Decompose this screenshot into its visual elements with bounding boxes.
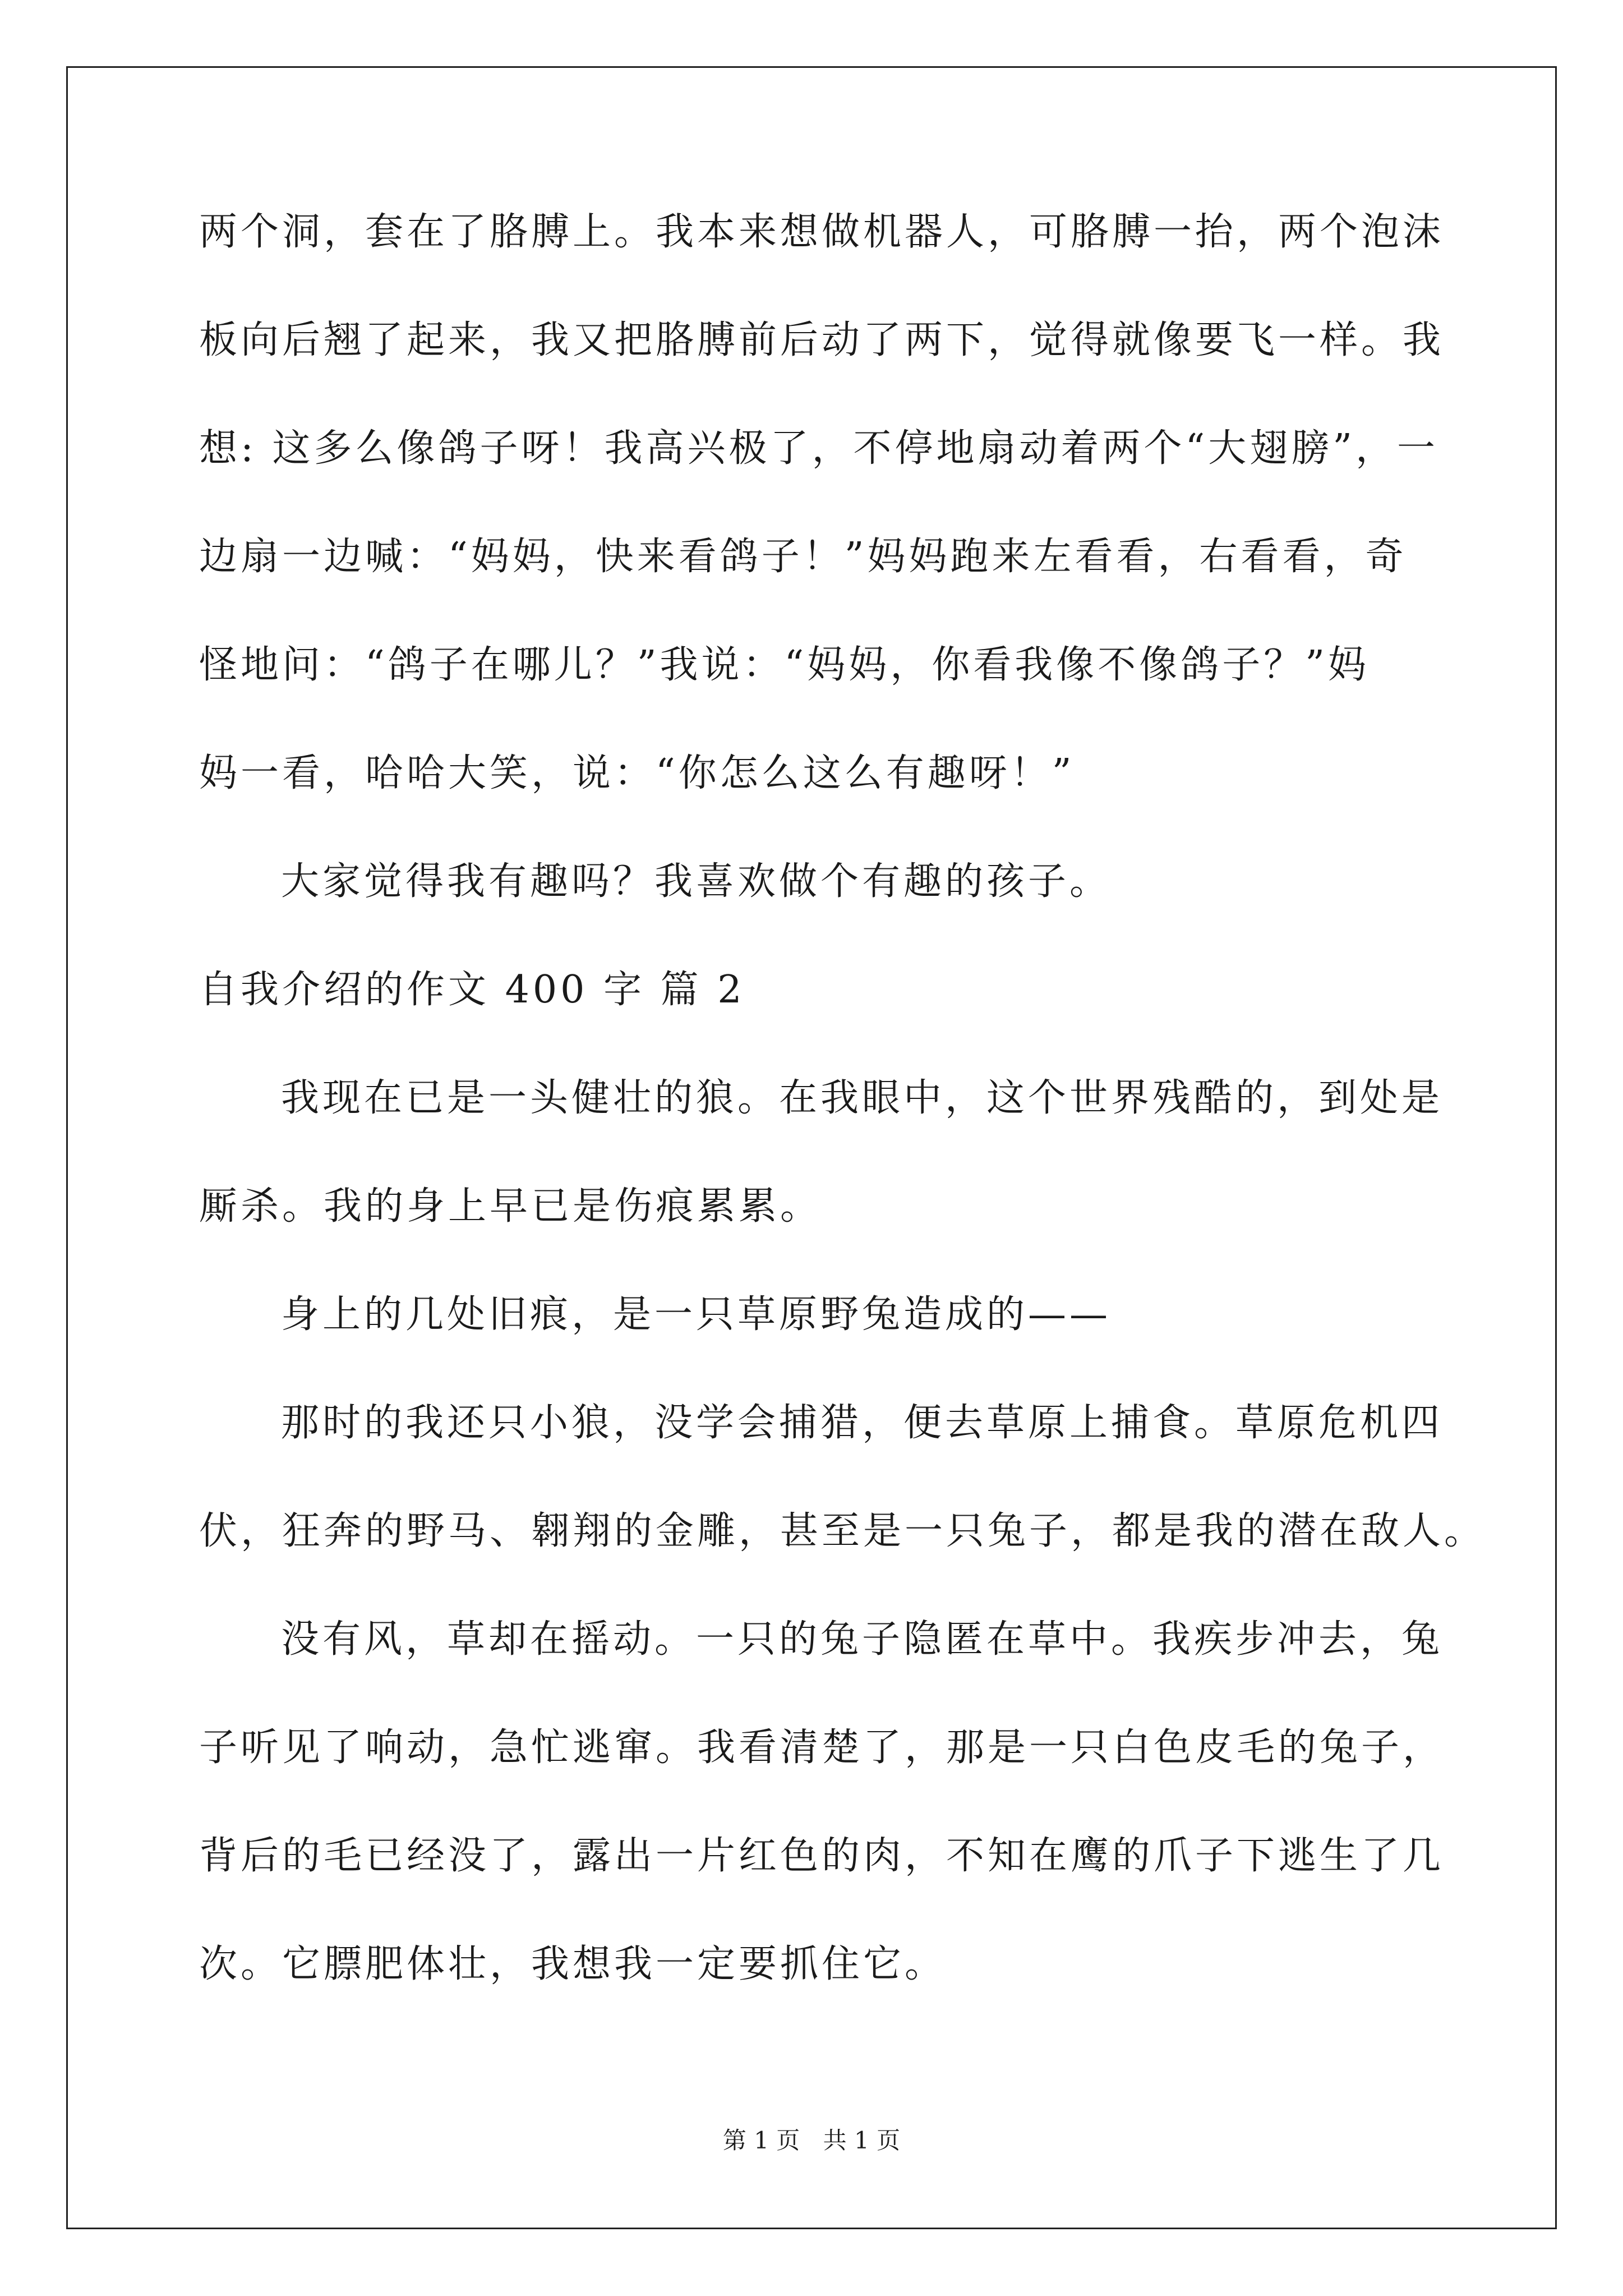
- text-line: 怪地问：“鸽子在哪儿？”我说：“妈妈，你看我像不像鸽子？”妈: [199, 643, 1370, 687]
- text-line: 次。它膘肥体壮，我想我一定要抓住它。: [199, 1942, 947, 1986]
- page-footer: [0, 2129, 1623, 2152]
- text-line: 子听见了响动，急忙逃窜。我看清楚了，那是一只白色皮毛的兔子，: [199, 1726, 1445, 1770]
- text-line: 那时的我还只小狼，没学会捕猎，便去草原上捕食。草原危机四: [281, 1401, 1444, 1445]
- text-line: 边扇一边喊：“妈妈，快来看鸽子！”妈妈跑来左看看，右看看，奇: [199, 535, 1407, 579]
- text-line: 两个洞，套在了胳膊上。我本来想做机器人，可胳膊一抬，两个泡沫: [199, 210, 1445, 254]
- text-line: 大家觉得我有趣吗？我喜欢做个有趣的孩子。: [281, 859, 1112, 904]
- page-number: 第 1 页: [722, 2127, 800, 2154]
- text-line: 伏，狂奔的野马、翱翔的金雕，甚至是一只兔子，都是我的潜在敌人。: [199, 1509, 1486, 1553]
- page-total: 共 1 页: [823, 2127, 901, 2154]
- text-line: 想: 这多么像鸽子呀！我高兴极了，不停地扇动着两个“大翅膀”，一: [199, 426, 1439, 471]
- text-line: 没有风，草却在摇动。一只的兔子隐匿在草中。我疾步冲去，兔: [281, 1617, 1444, 1662]
- text-line: 背后的毛已经没了，露出一片红色的肉，不知在鹰的爪子下逃生了几: [199, 1834, 1445, 1878]
- text-line: 身上的几处旧痕，是一只草原野兔造成的——: [281, 1292, 1112, 1337]
- text-line: 妈一看，哈哈大笑，说：“你怎么这么有趣呀！”: [199, 751, 1075, 795]
- section-heading: 自我介绍的作文 400 字 篇 2: [199, 968, 745, 1012]
- page-border: [66, 66, 1557, 2229]
- text-line: 我现在已是一头健壮的狼。在我眼中，这个世界残酷的，到处是: [281, 1076, 1444, 1120]
- text-line: 板向后翘了起来，我又把胳膊前后动了两下，觉得就像要飞一样。我: [199, 318, 1445, 362]
- text-line: 厮杀。我的身上早已是伤痕累累。: [199, 1184, 822, 1228]
